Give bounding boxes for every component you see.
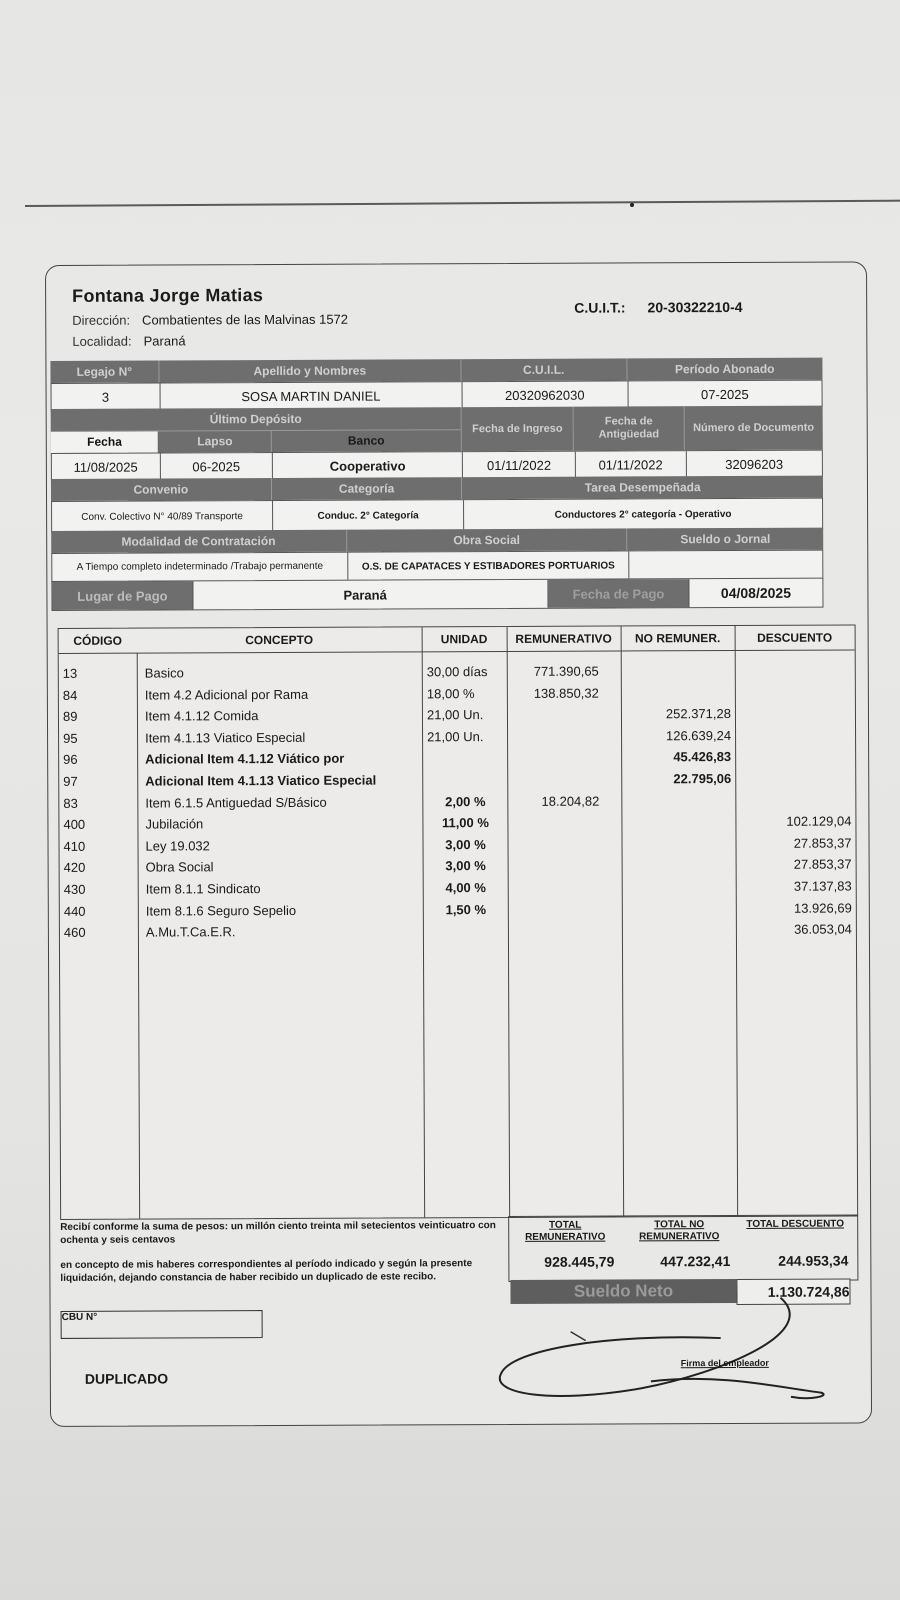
cell-unidad: 21,00 Un. — [426, 707, 484, 723]
total-remun-label: TOTAL REMUNERATIVO — [525, 1219, 606, 1243]
cell-desc: 13.926,69 — [793, 900, 852, 916]
cell-noremun: 45.426,83 — [673, 749, 732, 765]
signature — [490, 1292, 851, 1414]
cell-concepto: Ley 19.032 — [145, 838, 210, 854]
payslip — [45, 261, 872, 1427]
documento-number: 32096203 — [725, 456, 784, 472]
cell-desc: 37.137,83 — [793, 878, 852, 894]
total-noremun-value: 447.232,41 — [660, 1253, 731, 1270]
employer-city: Paraná — [143, 333, 186, 349]
cell-codigo: 13 — [62, 665, 78, 681]
th-descuento: DESCUENTO — [735, 625, 855, 651]
header-bar-1: Legajo N° Apellido y Nombres C.U.I.L. Período Abonado — [50, 358, 822, 383]
cell-codigo: 84 — [62, 687, 78, 703]
cell-concepto: Adicional Item 4.1.12 Viático por — [145, 751, 345, 767]
employer-cuit: C.U.I.T.: 20-30322210-4 — [574, 298, 743, 316]
cell-codigo: 430 — [63, 881, 86, 897]
city-label: Localidad: — [72, 333, 132, 349]
deposit-date: 11/08/2025 — [52, 453, 161, 479]
cell-concepto: Basico — [144, 665, 184, 681]
fecha-pago-value: 04/08/2025 — [720, 584, 792, 602]
cell-concepto: Obra Social — [145, 859, 214, 875]
cell-concepto: Item 4.1.13 Viatico Especial — [145, 729, 306, 746]
cell-concepto: Adicional Item 4.1.13 Viatico Especial — [145, 772, 377, 789]
cell-unidad: 11,00 % — [441, 815, 489, 831]
cell-codigo: 420 — [63, 860, 86, 876]
cell-codigo: 89 — [62, 709, 78, 725]
cell-concepto: Item 4.1.12 Comida — [144, 708, 259, 724]
cell-codigo: 460 — [63, 925, 86, 941]
employer-header — [72, 285, 348, 349]
cell-concepto: A.Mu.T.Ca.E.R. — [145, 924, 236, 940]
firma-label: Firma del empleador — [680, 1357, 769, 1369]
cell-unidad: 3,00 % — [445, 858, 486, 874]
cell-unidad: 21,00 Un. — [427, 728, 484, 745]
concepts-table — [58, 624, 859, 1219]
payment-row: Lugar de Pago Paraná Fecha de Pago 04/08/2025 — [51, 578, 823, 611]
cell-codigo: 83 — [63, 795, 78, 811]
cell-remun: 771.390,65 — [533, 663, 599, 679]
sueldo-value — [629, 551, 822, 580]
cell-codigo: 440 — [63, 903, 86, 919]
cell-concepto: Jubilación — [145, 816, 204, 832]
total-desc-label: TOTAL DESCUENTO — [746, 1218, 845, 1230]
cell-unidad: 30,00 días — [426, 664, 488, 680]
periodo-value: 07-2025 — [700, 386, 749, 402]
cell-desc: 27.853,37 — [793, 835, 852, 851]
deposit-bank: Cooperativo — [273, 452, 463, 479]
cell-codigo: 400 — [63, 817, 86, 833]
total-noremun-label: TOTAL NO REMUNERATIVO — [639, 1219, 720, 1243]
cell-unidad: 4,00 % — [445, 880, 486, 896]
th-codigo: CÓDIGO — [59, 629, 137, 654]
concepto-text: en concepto de mis haberes correspondientes al período indicado y según la presente liquidación, dejando constancia de haber recibido un duplicado de este recibo. — [60, 1258, 473, 1284]
cell-unidad: 2,00 % — [445, 793, 486, 809]
cell-desc: 27.853,37 — [793, 856, 852, 873]
th-remunerativo: REMUNERATIVO — [507, 626, 621, 651]
th-unidad: UNIDAD — [422, 627, 507, 652]
duplicado-label: DUPLICADO — [84, 1370, 169, 1387]
header-bar-2: Último Depósito Fecha Lapso Banco Fecha de Ingreso Fecha de Antigüedad Número de Documento — [51, 406, 823, 453]
cuil-value: 20320962030 — [462, 381, 628, 408]
convenio-value: Conv. Colectivo N° 40/89 Transporte — [52, 501, 273, 532]
cell-remun: 18.204,82 — [541, 793, 600, 809]
total-remun-value: 928.445,79 — [544, 1253, 615, 1270]
cell-codigo: 97 — [63, 773, 78, 789]
cell-noremun: 126.639,24 — [665, 727, 732, 744]
antiguedad-date: 01/11/2022 — [576, 451, 687, 477]
paper-mark — [630, 203, 634, 207]
legajo-value: 3 — [52, 383, 161, 409]
th-concepto: CONCEPTO — [137, 627, 422, 653]
cell-remun: 138.850,32 — [533, 685, 599, 701]
cell-unidad: 18,00 % — [426, 685, 475, 701]
recibi-text: Recibí conforme la suma de pesos: un millón ciento treinta mil setecientos veinticuatro con ochenta y seis centavos — [60, 1220, 496, 1246]
modalidad-value: A Tiempo completo indeterminado /Trabajo permanente — [52, 553, 348, 582]
cell-codigo: 95 — [63, 730, 78, 746]
cell-codigo: 96 — [63, 752, 78, 768]
cell-desc: 36.053,04 — [794, 921, 852, 937]
cell-noremun: 252.371,28 — [665, 706, 731, 722]
cell-concepto: Item 6.1.5 Antiguedad S/Básico — [145, 794, 327, 811]
categoria-value: Conduc. 2° Categoría — [273, 500, 464, 531]
paper-fold-edge — [25, 200, 900, 207]
cell-concepto: Item 8.1.1 Sindicato — [145, 881, 261, 897]
ingreso-date: 01/11/2022 — [463, 452, 576, 478]
header-bar-3: Convenio Categoría Tarea Desempeñada — [51, 476, 823, 501]
cell-noremun: 22.795,06 — [673, 771, 732, 787]
cell-concepto: Item 4.2 Adicional por Rama — [144, 686, 309, 703]
employee-name: SOSA MARTIN DANIEL — [160, 382, 462, 409]
tarea-value: Conductores 2° categoría - Operativo — [554, 508, 732, 521]
cell-unidad: 1,50 % — [445, 901, 487, 917]
employer-name: Fontana Jorge Matias — [72, 285, 264, 306]
cell-desc: 102.129,04 — [786, 813, 852, 829]
obra-social-value: O.S. DE CAPATACES Y ESTIBADORES PORTUARIOS — [348, 551, 629, 580]
address-label: Dirección: — [72, 312, 131, 328]
cell-concepto: Item 8.1.6 Seguro Sepelio — [145, 902, 297, 919]
cbu-box: CBU N° — [61, 1310, 263, 1339]
total-desc-value: 244.953,34 — [778, 1252, 849, 1269]
employer-address: Combatientes de las Malvinas 1572 — [142, 311, 349, 328]
deposit-lapse: 06-2025 — [160, 453, 273, 479]
cell-codigo: 410 — [63, 838, 86, 854]
neto-value: 1.130.724,86 — [736, 1278, 850, 1304]
header-bar-4: Modalidad de Contratación Obra Social Sueldo o Jornal — [51, 528, 823, 553]
th-no-remunerativo: NO REMUNER. — [621, 626, 735, 651]
lugar-value: Paraná — [193, 580, 548, 610]
neto-label: Sueldo Neto — [510, 1279, 736, 1304]
cell-unidad: 3,00 % — [445, 836, 486, 853]
